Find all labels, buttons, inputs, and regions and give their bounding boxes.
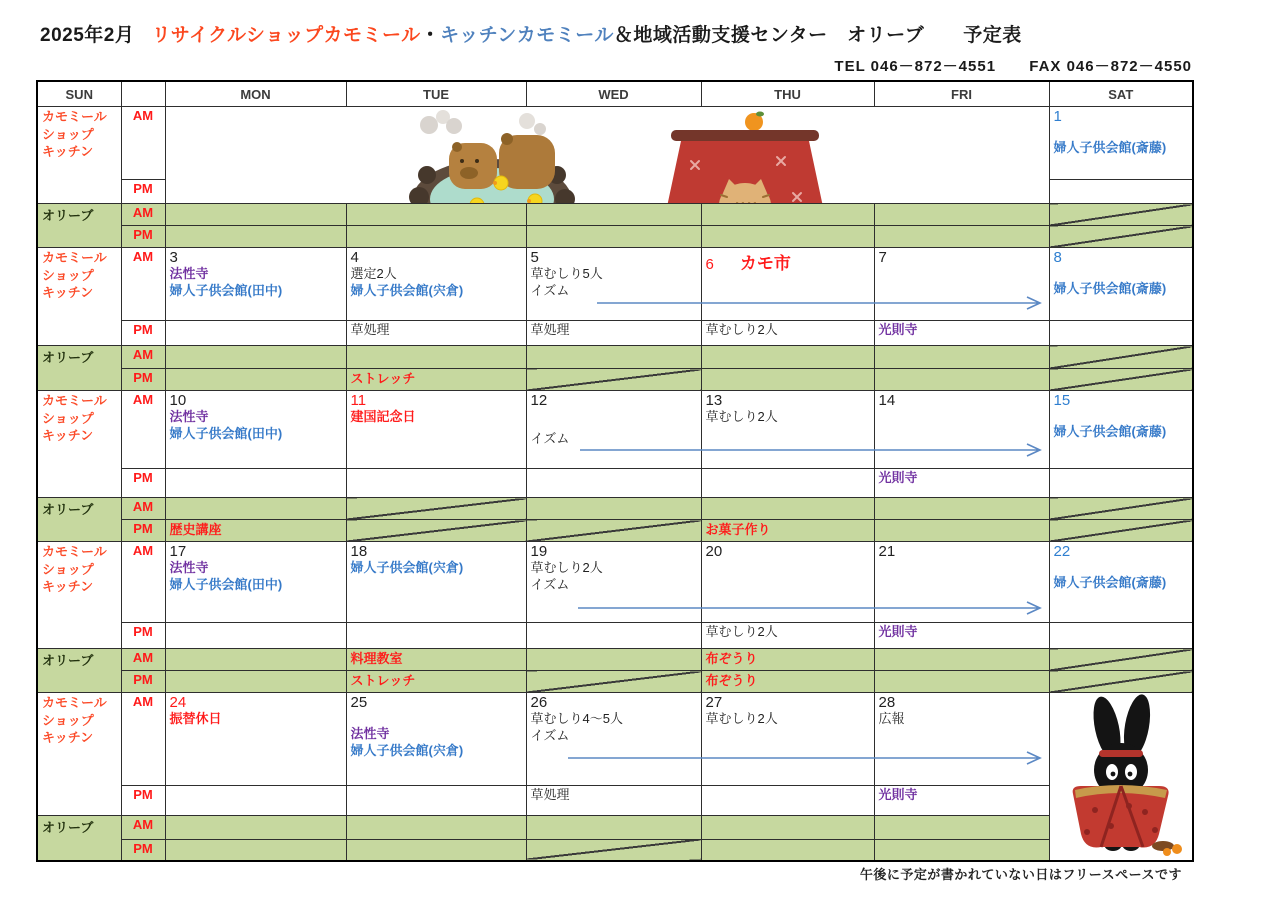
- cell-w3-tue-am: 11 建国記念日: [346, 391, 526, 469]
- cell-w4-olive-am-sat: [1049, 649, 1193, 671]
- cell-w2-olive-pm-wed: [526, 369, 701, 391]
- weekday-header-row: [37, 81, 1193, 107]
- cell-w1-sat-am: 1 婦人子供会館(斎藤): [1049, 107, 1193, 180]
- cell-w5-olive-am-fri: [874, 816, 1049, 840]
- cell-w2-sat-pm: [1049, 321, 1193, 346]
- header-sun: SUN: [37, 81, 121, 107]
- kamomile-row-label-w2: カモミール ショップ キッチン: [37, 248, 121, 346]
- cell-w3-olive-pm-fri: [874, 520, 1049, 542]
- cell-w5-olive-pm-tue: [346, 839, 526, 861]
- period-am-w2: AM: [121, 248, 165, 321]
- kamomile-row-label-w1: カモミール ショップ キッチン: [37, 107, 121, 204]
- cell-w5-olive-pm-fri: [874, 839, 1049, 861]
- cell-w5-olive-am-wed: [526, 816, 701, 840]
- cell-w3-olive-am-mon: [165, 498, 346, 520]
- cell-w2-thu-am: 6 カモ市: [701, 248, 874, 321]
- olive-row-label-w4: オリーブ: [37, 649, 121, 693]
- olive-row-label-w2: オリーブ: [37, 346, 121, 391]
- olive-pm-label-w2: PM: [121, 369, 165, 391]
- fax-number: FAX 046－872－4550: [1029, 58, 1192, 75]
- olive-am-label-w2: AM: [121, 346, 165, 369]
- cell-w3-olive-pm-mon: 歴史講座: [165, 520, 346, 542]
- cell-w3-wed-pm: [526, 469, 701, 498]
- olive-row-label-w5: オリーブ: [37, 816, 121, 862]
- cell-w5-fri-pm: 光則寺: [874, 786, 1049, 816]
- cell-w1-olive-pm-mon: [165, 226, 346, 248]
- header-time-col: [121, 81, 165, 107]
- cell-w3-olive-am-fri: [874, 498, 1049, 520]
- cell-w1-olive-am-tue: [346, 204, 526, 226]
- cell-w1-olive-am-thu: [701, 204, 874, 226]
- cell-w4-olive-am-thu: 布ぞうり: [701, 649, 874, 671]
- title-month: 2025年2月: [40, 25, 135, 46]
- schedule-table: [36, 80, 1194, 862]
- cell-w4-thu-am: 20: [701, 542, 874, 623]
- header-thu: THU: [701, 81, 874, 107]
- cell-w3-tue-pm: [346, 469, 526, 498]
- cell-w5-olive-am-mon: [165, 816, 346, 840]
- cell-w2-olive-pm-sat: [1049, 369, 1193, 391]
- tel-number: TEL 046－872－4551: [834, 58, 997, 75]
- cell-w1-olive-am-wed: [526, 204, 701, 226]
- cell-w2-wed-pm: 草処理: [526, 321, 701, 346]
- cell-w5-sat-illustration: [1049, 693, 1193, 862]
- cell-w5-olive-am-tue: [346, 816, 526, 840]
- period-pm-w3: PM: [121, 469, 165, 498]
- cell-w4-olive-pm-mon: [165, 671, 346, 693]
- cell-w5-tue-pm: [346, 786, 526, 816]
- cell-w1-olive-am-sat: [1049, 204, 1193, 226]
- footer-note: 午後に予定が書かれていない日はフリースペースです: [859, 867, 1182, 882]
- cell-w1-olive-pm-wed: [526, 226, 701, 248]
- cell-w1-olive-pm-tue: [346, 226, 526, 248]
- cell-w2-fri-am: 7: [874, 248, 1049, 321]
- cell-w2-tue-am: 4 選定2人 婦人子供会館(宍倉): [346, 248, 526, 321]
- cell-w4-olive-pm-wed: [526, 671, 701, 693]
- cell-w2-olive-am-tue: [346, 346, 526, 369]
- cell-w5-olive-am-thu: [701, 816, 874, 840]
- cell-w2-olive-pm-mon: [165, 369, 346, 391]
- olive-am-label-w3: AM: [121, 498, 165, 520]
- cell-w1-olive-pm-sat: [1049, 226, 1193, 248]
- olive-pm-label-w1: PM: [121, 226, 165, 248]
- cell-w4-olive-am-mon: [165, 649, 346, 671]
- olive-pm-label-w4: PM: [121, 671, 165, 693]
- cell-w3-olive-pm-sat: [1049, 520, 1193, 542]
- header-sat: SAT: [1049, 81, 1193, 107]
- cell-w3-wed-am: 12 イズム: [526, 391, 701, 469]
- cell-w4-olive-am-fri: [874, 649, 1049, 671]
- cell-w3-mon-pm: [165, 469, 346, 498]
- title-shop-name: リサイクルショップカモミール: [151, 25, 421, 46]
- cell-w2-thu-pm: 草むしり2人: [701, 321, 874, 346]
- header-wed: WED: [526, 81, 701, 107]
- cell-w3-olive-am-sat: [1049, 498, 1193, 520]
- cell-w1-olive-pm-fri: [874, 226, 1049, 248]
- cell-w4-olive-am-tue: 料理教室: [346, 649, 526, 671]
- kamomile-row-label-w4: カモミール ショップ キッチン: [37, 542, 121, 649]
- olive-pm-label-w3: PM: [121, 520, 165, 542]
- cell-w4-olive-pm-thu: 布ぞうり: [701, 671, 874, 693]
- cell-w4-wed-pm: [526, 623, 701, 649]
- cell-w4-olive-am-wed: [526, 649, 701, 671]
- cell-w5-mon-am: 24 振替休日: [165, 693, 346, 786]
- cell-w4-sat-pm: [1049, 623, 1193, 649]
- cell-w4-wed-am: 19 草むしり2人 イズム: [526, 542, 701, 623]
- cell-w4-olive-pm-fri: [874, 671, 1049, 693]
- olive-am-label-w1: AM: [121, 204, 165, 226]
- cell-w2-olive-am-sat: [1049, 346, 1193, 369]
- cell-w1-olive-am-mon: [165, 204, 346, 226]
- title-kitchen-name: キッチンカモミール: [440, 25, 614, 46]
- olive-row-label-w1: オリーブ: [37, 204, 121, 248]
- cell-w4-fri-am: 21: [874, 542, 1049, 623]
- kotatsu-cat-illustration: [657, 109, 832, 204]
- cell-w5-fri-am: 28 広報: [874, 693, 1049, 786]
- olive-am-label-w4: AM: [121, 649, 165, 671]
- cell-w2-olive-am-wed: [526, 346, 701, 369]
- cell-w1-weekdays-illustrations: [165, 107, 1049, 204]
- cell-w2-tue-pm: 草処理: [346, 321, 526, 346]
- cell-w4-sat-am: 22 婦人子供会館(斎藤): [1049, 542, 1193, 623]
- period-am-w1: AM: [121, 107, 165, 180]
- cell-w3-olive-am-thu: [701, 498, 874, 520]
- cell-w2-wed-am: 5 草むしり5人 イズム: [526, 248, 701, 321]
- period-pm-w1: PM: [121, 180, 165, 204]
- cell-w3-mon-am: 10 法性寺 婦人子供会館(田中): [165, 391, 346, 469]
- kamomile-row-label-w5: カモミール ショップ キッチン: [37, 693, 121, 816]
- cell-w5-wed-am: 26 草むしり4～5人 イズム: [526, 693, 701, 786]
- period-am-w5: AM: [121, 693, 165, 786]
- cell-w4-fri-pm: 光則寺: [874, 623, 1049, 649]
- cell-w2-olive-pm-tue: ストレッチ: [346, 369, 526, 391]
- cell-w2-olive-am-thu: [701, 346, 874, 369]
- kamo-market-label: カモ市: [739, 254, 791, 273]
- rabbit-purse-illustration: [1055, 694, 1187, 856]
- cell-w4-mon-am: 17 法性寺 婦人子供会館(田中): [165, 542, 346, 623]
- title-separator: ・: [420, 25, 441, 46]
- title-suffix: ＆地域活動支援センター オリーブ 予定表: [613, 25, 1022, 46]
- cell-w5-thu-pm: [701, 786, 874, 816]
- cell-w3-olive-am-tue: [346, 498, 526, 520]
- period-pm-w4: PM: [121, 623, 165, 649]
- period-am-w4: AM: [121, 542, 165, 623]
- capybara-hotspring-illustration: [407, 109, 577, 204]
- cell-w2-mon-pm: [165, 321, 346, 346]
- header-fri: FRI: [874, 81, 1049, 107]
- cell-w3-sat-pm: [1049, 469, 1193, 498]
- cell-w3-fri-am: 14: [874, 391, 1049, 469]
- cell-w5-olive-pm-mon: [165, 839, 346, 861]
- cell-w3-thu-am: 13 草むしり2人: [701, 391, 874, 469]
- cell-w2-sat-am: 8 婦人子供会館(斎藤): [1049, 248, 1193, 321]
- cell-w4-mon-pm: [165, 623, 346, 649]
- cell-w3-thu-pm: [701, 469, 874, 498]
- cell-w2-olive-am-mon: [165, 346, 346, 369]
- period-pm-w5: PM: [121, 786, 165, 816]
- cell-w1-olive-am-fri: [874, 204, 1049, 226]
- cell-w1-sat-pm: [1049, 180, 1193, 204]
- olive-am-label-w5: AM: [121, 816, 165, 840]
- cell-w3-olive-pm-tue: [346, 520, 526, 542]
- cell-w3-olive-pm-thu: お菓子作り: [701, 520, 874, 542]
- cell-w5-thu-am: 27 草むしり2人: [701, 693, 874, 786]
- cell-w2-olive-am-fri: [874, 346, 1049, 369]
- cell-w4-tue-pm: [346, 623, 526, 649]
- header-mon: MON: [165, 81, 346, 107]
- cell-w4-olive-pm-tue: ストレッチ: [346, 671, 526, 693]
- page-title: [40, 20, 1022, 47]
- cell-w3-olive-am-wed: [526, 498, 701, 520]
- cell-w3-sat-am: 15 婦人子供会館(斎藤): [1049, 391, 1193, 469]
- cell-w4-thu-pm: 草むしり2人: [701, 623, 874, 649]
- cell-w5-olive-pm-wed: [526, 839, 701, 861]
- kamomile-row-label-w3: カモミール ショップ キッチン: [37, 391, 121, 498]
- cell-w3-olive-pm-wed: [526, 520, 701, 542]
- cell-w5-tue-am: 25 法性寺 婦人子供会館(宍倉): [346, 693, 526, 786]
- cell-w2-fri-pm: 光則寺: [874, 321, 1049, 346]
- cell-w4-olive-pm-sat: [1049, 671, 1193, 693]
- cell-w5-olive-pm-thu: [701, 839, 874, 861]
- cell-w2-mon-am: 3 法性寺 婦人子供会館(田中): [165, 248, 346, 321]
- cell-w3-fri-pm: 光則寺: [874, 469, 1049, 498]
- cell-w4-tue-am: 18 婦人子供会館(宍倉): [346, 542, 526, 623]
- olive-row-label-w3: オリーブ: [37, 498, 121, 542]
- period-pm-w2: PM: [121, 321, 165, 346]
- contact-line: [36, 55, 1192, 76]
- cell-w2-olive-pm-thu: [701, 369, 874, 391]
- cell-w1-olive-pm-thu: [701, 226, 874, 248]
- cell-w2-olive-pm-fri: [874, 369, 1049, 391]
- header-tue: TUE: [346, 81, 526, 107]
- olive-pm-label-w5: PM: [121, 839, 165, 861]
- cell-w5-mon-pm: [165, 786, 346, 816]
- period-am-w3: AM: [121, 391, 165, 469]
- cell-w5-wed-pm: 草処理: [526, 786, 701, 816]
